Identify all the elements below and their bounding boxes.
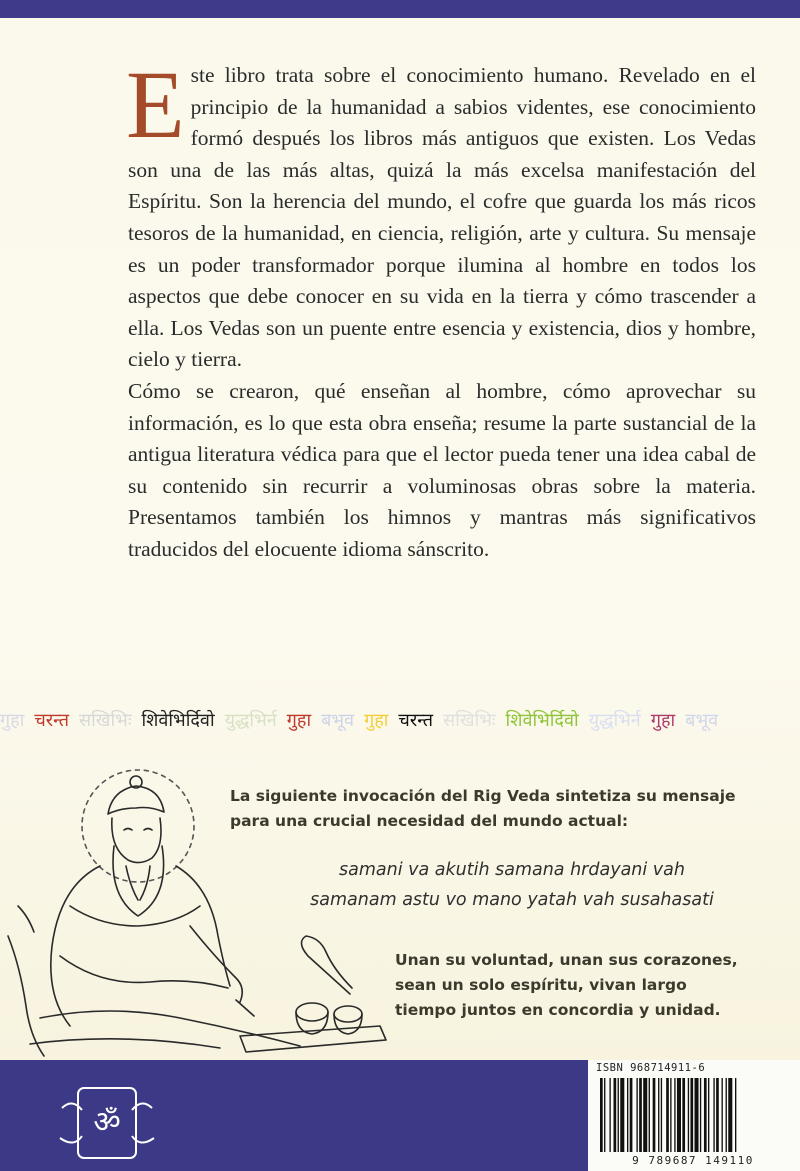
description-paragraph-1 <box>126 51 756 376</box>
sanskrit-word: युद्धभिर्न <box>588 710 641 731</box>
barcode-bar <box>695 1078 699 1152</box>
barcode-bar <box>661 1078 662 1152</box>
book-description <box>126 51 756 566</box>
om-logo <box>52 1078 162 1168</box>
barcode-bar <box>713 1078 714 1152</box>
drop-cap: E <box>126 51 185 158</box>
barcode-bar <box>690 1078 693 1152</box>
mantra-line-1: samani va akutih samana hrdayani vah <box>339 860 685 880</box>
description-text-1: ste libro trata sobre el conocimiento humano. Revelado en el principio de la humanidad a sabios videntes, ese conocimiento formó después los libros más antiguos que existen. Los Vedas son una de las más altas, quizá la más excelsa manifestación del Espíritu. Son la herencia del mundo, el cofre que guarda los más ricos tesoros de la humanidad, en ciencia, religión, arte y cultura. Su mensaje es un poder transformador porque ilumina al hombre en todos los aspectos que debe conocer en su vida en la tierra y cómo trascender a ella. Los Vedas son un puente entre esencia y existencia, dios y hombre, cielo y tierra. <box>128 63 756 372</box>
barcode-bar <box>688 1078 689 1152</box>
sanskrit-word: शिवेभिर्दिवो <box>505 710 579 731</box>
barcode-bar <box>670 1078 671 1152</box>
barcode-bar <box>677 1078 681 1152</box>
sanskrit-word: गुहा <box>364 710 389 731</box>
barcode-bar <box>600 1078 603 1152</box>
barcode-bar <box>674 1078 675 1152</box>
barcode-bar <box>708 1078 709 1152</box>
barcode-bar <box>627 1078 628 1152</box>
barcode-bar <box>620 1078 624 1152</box>
sanskrit-word: सखिभिः <box>443 710 496 731</box>
sanskrit-word: गुहा <box>286 710 312 731</box>
sanskrit-word: बभूव <box>685 710 719 731</box>
ean-number: 9 789687 149110 <box>632 1154 754 1167</box>
barcode-panel <box>588 1060 800 1171</box>
invocation-intro <box>230 784 750 834</box>
invocation-line-2: para una crucial necesidad del mundo actual: <box>230 812 629 830</box>
sanskrit-word: युद्धभिर्न <box>224 710 277 731</box>
barcode-bar <box>682 1078 685 1152</box>
barcode-bar <box>630 1078 633 1152</box>
barcode-bar <box>653 1078 656 1152</box>
mantra-translation: Unan su voluntad, unan sus corazones, sean un solo espíritu, vivan largo tiempo juntos en concordia y unidad. <box>395 951 738 1019</box>
mantra-line-2: samanam astu vo mano yatah vah susahasati <box>310 890 714 910</box>
barcode <box>598 1078 794 1152</box>
barcode-bar <box>726 1078 727 1152</box>
sanskrit-word: गुहा <box>0 710 25 731</box>
barcode-bar <box>722 1078 723 1152</box>
barcode-bar <box>666 1078 669 1152</box>
top-color-band <box>0 0 800 18</box>
isbn-label: ISBN 968714911-6 <box>596 1062 706 1074</box>
barcode-bar <box>649 1078 650 1152</box>
barcode-bar <box>728 1078 732 1152</box>
invocation-line-1: La siguiente invocación del Rig Veda sintetiza su mensaje <box>230 787 736 805</box>
sanskrit-word: सखिभिः <box>78 710 132 731</box>
barcode-bar <box>609 1078 610 1152</box>
barcode-bar <box>639 1078 642 1152</box>
barcode-bar <box>614 1078 617 1152</box>
barcode-bar <box>636 1078 637 1152</box>
barcode-bar <box>658 1078 659 1152</box>
barcode-bar <box>618 1078 619 1152</box>
sanskrit-word: गुहा <box>650 710 676 731</box>
sanskrit-word: चरन्त <box>34 710 69 731</box>
sanskrit-word-band <box>0 704 800 738</box>
barcode-bar <box>704 1078 707 1152</box>
sanskrit-word: चरन्त <box>398 710 434 731</box>
sanskrit-word: बभूव <box>321 710 355 731</box>
svg-text:ॐ: ॐ <box>93 1105 121 1140</box>
barcode-bar <box>604 1078 605 1152</box>
sanskrit-word: शिवेभिर्दिवो <box>141 710 215 731</box>
sanskrit-mantra <box>272 855 752 915</box>
barcode-bar <box>716 1078 719 1152</box>
barcode-bar <box>700 1078 701 1152</box>
barcode-bar <box>735 1078 736 1152</box>
barcode-bar <box>643 1078 647 1152</box>
description-paragraph-2: Cómo se crearon, qué enseñan al hombre, cómo aprovechar su información, es lo que esta obra enseña; resume la parte sustancial de la antigua literatura védica para que el lector pueda tener una idea cabal de su contenido sin recurrir a voluminosas obras sobre la materia. Presentamos también los himnos y mantras más significativos traducidos del elocuente idioma sánscrito. <box>128 378 756 561</box>
